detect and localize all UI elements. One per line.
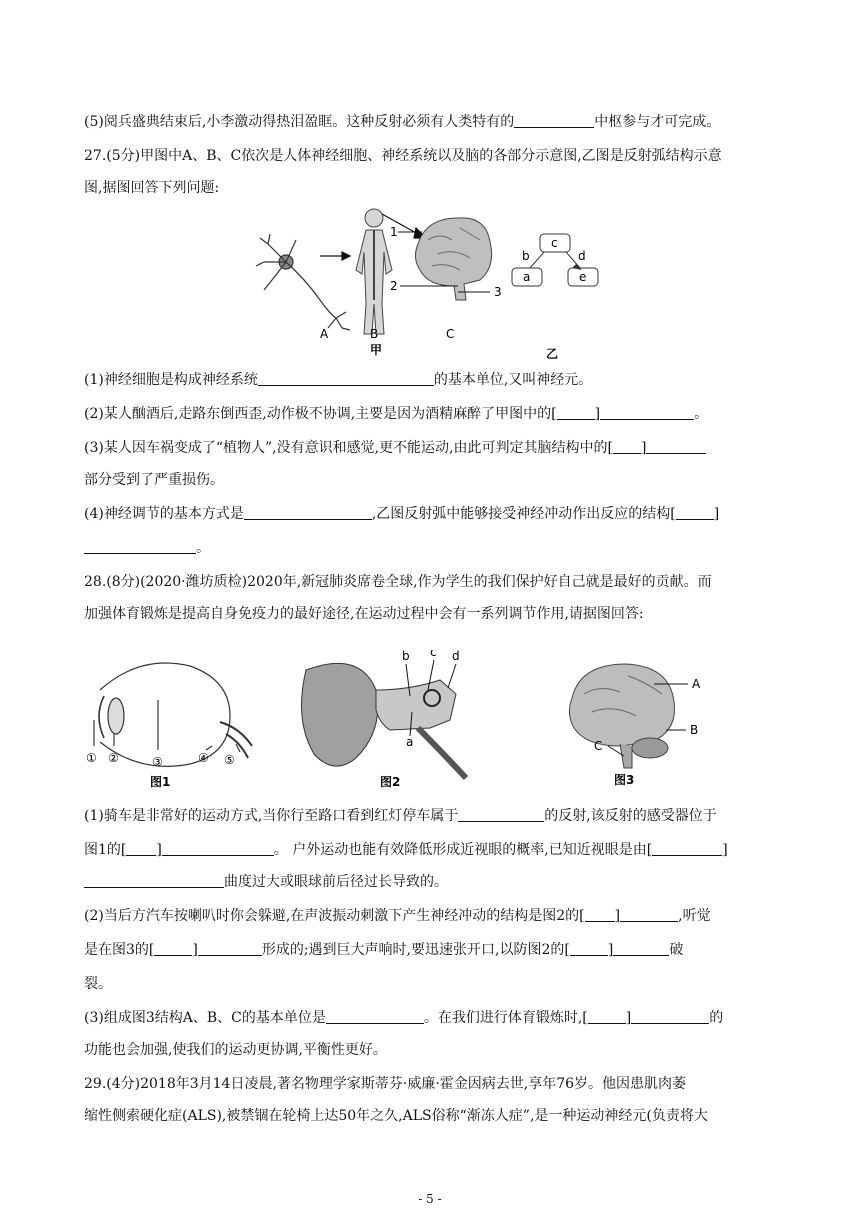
q29-stem-1: 29.(4分)2018年3月14日凌晨,著名物理学家斯蒂芬·威廉·霍金因病去世,享年76岁。他因患肌肉萎: [84, 1076, 687, 1092]
q27-2: [84, 404, 784, 424]
text: (2)某人酗酒后,走路东倒西歪,动作极不协调,主要是因为酒精麻醉了甲图中的[: [84, 406, 557, 422]
q26-5: [84, 112, 784, 132]
text: 。在我们进行体育锻炼时,[: [423, 1010, 588, 1026]
q28-3a: [84, 1008, 784, 1028]
neuron-illustration: [256, 234, 350, 330]
text: 形成的;遇到巨大声响时,要迅速张开口,以防图2的[: [261, 942, 570, 958]
brain-illustration-3: [569, 664, 674, 768]
figure-27: [250, 204, 610, 360]
q29-stem-2: 缩性侧索硬化症(ALS),被禁锢在轮椅上达50年之久,ALS俗称“渐冻人症”,是一种运动神经元(负责将大: [84, 1108, 708, 1124]
mark: ④: [198, 751, 209, 765]
brain-illustration: [415, 218, 491, 300]
text: ]: [625, 1010, 632, 1026]
reflex-arc-diagram: [512, 234, 598, 286]
blank: [646, 439, 706, 454]
blank: [652, 841, 722, 856]
text: (3)某人因车祸变成了“植物人”,没有意识和感觉,更不能运动,由此可判定其脑结构中的[: [84, 440, 613, 456]
text: 的基本单位,又叫神经元。: [433, 372, 593, 388]
blank: [631, 1009, 709, 1024]
text: 。 户外运动也能有效降低形成近视眼的概率,已知近视眼是由[: [273, 842, 653, 858]
q28-stem-1: 28.(8分)(2020·潍坊质检)2020年,新冠肺炎席卷全球,作为学生的我们保护好自己就是最好的贡献。而: [84, 574, 712, 590]
node-c: c: [551, 236, 558, 250]
q28-3b: 功能也会加强,使我们的运动更协调,平衡性更好。: [84, 1042, 387, 1058]
mark: C: [594, 739, 603, 753]
text: (1)骑车是非常好的运动方式,当你行至路口看到红灯停车属于: [84, 808, 459, 824]
nervous-system-body: [356, 209, 392, 334]
caption-fig3: 图3: [614, 773, 635, 787]
blank: [162, 841, 274, 856]
blank: [613, 941, 669, 956]
text: 破: [669, 942, 684, 958]
blank: [613, 439, 641, 454]
mark: B: [690, 723, 699, 737]
text: ]: [607, 942, 614, 958]
q27-3: [84, 438, 784, 458]
mark: ⑤: [224, 753, 235, 767]
mark: 2: [390, 279, 398, 293]
arrow: [320, 252, 350, 260]
mark: ①: [86, 751, 97, 765]
q27-1: [84, 370, 784, 390]
mark: a: [406, 735, 414, 749]
q28-stem-2: 加强体育锻炼是提高自身免疫力的最好途径,在运动过程中会有一系列调节作用,请据图回答:: [84, 606, 644, 622]
q28-1a: [84, 806, 784, 826]
mark: c: [430, 650, 437, 659]
blank: [514, 113, 594, 128]
blank: [557, 405, 595, 420]
blank: [585, 907, 615, 922]
blank: [84, 539, 196, 554]
mark: ②: [108, 751, 119, 765]
q27-stem-2: 图,据图回答下列问题:: [84, 180, 220, 196]
text: 曲度过大或眼球前后径过长导致的。: [224, 874, 448, 890]
node-e: e: [579, 270, 587, 284]
blank: [588, 1009, 626, 1024]
q28-1c: [84, 872, 784, 892]
text: ]: [614, 908, 621, 924]
q27-3b: 部分受到了严重损伤。: [84, 472, 224, 488]
label-B: B: [370, 327, 379, 341]
text: 中枢参与才可完成。: [594, 114, 721, 130]
text: ]: [594, 406, 601, 422]
text: ,听觉: [678, 908, 711, 924]
text: 图1的[: [84, 842, 127, 858]
blank: [154, 941, 192, 956]
caption-jia: 甲: [370, 343, 383, 357]
mark: ③: [152, 755, 163, 769]
blank: [258, 371, 434, 386]
mark: b: [402, 650, 410, 663]
edge-d: d: [578, 249, 586, 263]
text: (4)神经调节的基本方式是: [84, 506, 244, 522]
blank: [198, 941, 262, 956]
text: ]: [156, 842, 162, 858]
caption-yi: 乙: [546, 347, 559, 360]
blank: [84, 873, 224, 888]
text: 是在图3的[: [84, 942, 155, 958]
caption-fig1: 图1: [150, 775, 171, 789]
q28-2a: [84, 906, 784, 926]
text: 的反射,该反射的感受器位于: [544, 808, 717, 824]
text: ]: [713, 506, 720, 522]
label-A: A: [320, 327, 329, 341]
figure-28: [80, 650, 740, 792]
q27-4: [84, 504, 784, 524]
text: (3)组成图3结构A、B、C的基本单位是: [84, 1010, 326, 1026]
text: ,乙图反射弧中能够接受神经冲动作出反应的结构[: [371, 506, 676, 522]
label-C: C: [446, 327, 455, 341]
blank: [326, 1009, 424, 1024]
figure-labels: [320, 327, 558, 360]
text: (2)当后方汽车按喇叭时你会躲避,在声波振动刺激下产生神经冲动的结构是图2的[: [84, 908, 585, 924]
text: (1)神经细胞是构成神经系统: [84, 372, 258, 388]
text: (5)阅兵盛典结束后,小李激动得热泪盈眶。这种反射必须有人类特有的: [84, 114, 515, 130]
mark: d: [452, 650, 460, 663]
blank: [676, 505, 714, 520]
text: ]: [722, 842, 728, 858]
text: 。: [694, 406, 709, 422]
blank: [620, 907, 678, 922]
q28-2b: [84, 940, 784, 960]
mark: 1: [390, 225, 398, 239]
q28-1b: [84, 840, 784, 860]
q28-2c: 裂。: [84, 976, 112, 992]
q27-4b: [84, 538, 784, 558]
caption-fig2: 图2: [380, 775, 401, 789]
blank: [458, 807, 544, 822]
eye-marks: [86, 751, 235, 789]
text: ]: [192, 942, 198, 958]
mark: 3: [494, 285, 502, 299]
text: ]: [640, 440, 647, 456]
edge-b: b: [522, 249, 530, 263]
q27-stem-1: 27.(5分)甲图中A、B、C依次是人体神经细胞、神经系统以及脑的各部分示意图,乙图是反射弧结构示意: [84, 148, 722, 164]
blank: [570, 941, 608, 956]
text: 。: [196, 540, 210, 556]
mark: A: [692, 677, 701, 691]
node-a: a: [523, 270, 531, 284]
text: 的: [709, 1010, 724, 1026]
blank: [244, 505, 372, 520]
ear-illustration: [302, 663, 467, 778]
page-number: - 5 -: [418, 1192, 442, 1206]
blank: [126, 841, 156, 856]
blank: [600, 405, 694, 420]
arrow: [382, 214, 426, 238]
